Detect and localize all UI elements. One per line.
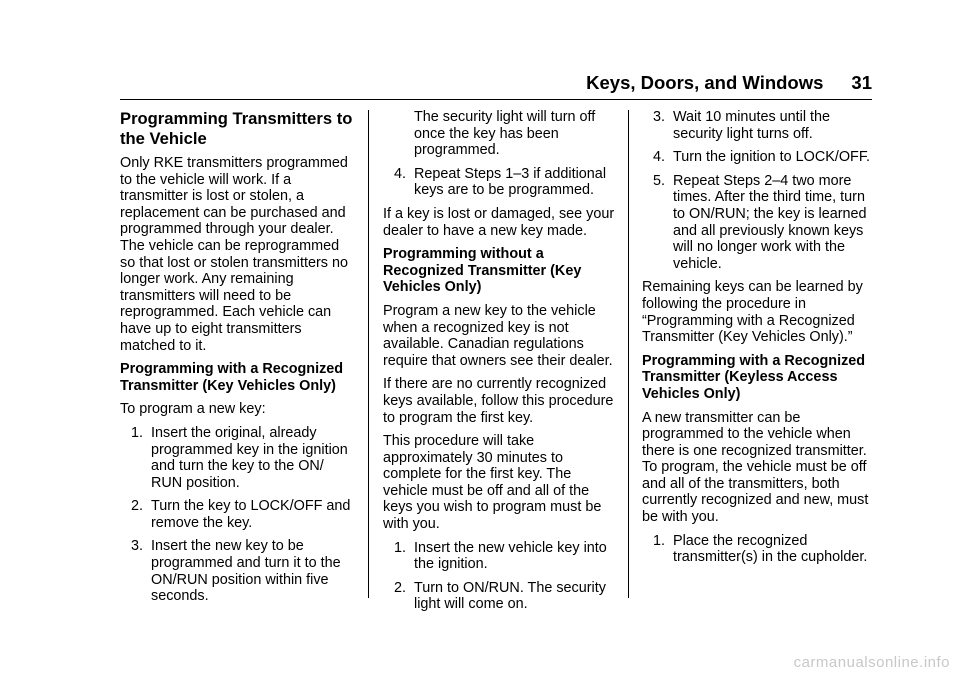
step-text: Wait 10 minutes until the security light turns off. [673,109,831,142]
step-text: Turn to ON/RUN. The security light will come on. [414,579,606,613]
step-number: 3. [130,538,143,555]
page-number: 31 [851,72,872,93]
list-item [383,580,619,613]
column-divider-1 [368,110,369,598]
column-3 [642,109,878,573]
list-item [120,498,356,531]
step-number: 5. [652,172,665,189]
column-2 [383,109,619,620]
step-number: 2. [130,498,143,515]
paragraph: Program a new key to the vehicle when a recognized key is not available. Canadian regulations require that owners see their dealer. [383,302,613,369]
list-item [642,109,878,142]
subheading-keyless-access: Programming with a Recognized Transmitter (Keyless Access Vehicles Only) [642,352,866,402]
header-rule [120,99,872,100]
list-item [120,538,356,604]
paragraph: This procedure will take approximately 30 minutes to complete for the first key. The vehicle must be off and all of the keys you wish to program must be with you. [383,433,602,533]
step-text: Turn the ignition to LOCK/OFF. [673,149,871,166]
step-continuation: The security light will turn off once the key has been programmed. [414,109,596,159]
list-item [120,425,356,491]
subheading-key-recognized: Programming with a Recognized Transmitter (Key Vehicles Only) [120,361,344,394]
intro-paragraph: Only RKE transmitters programmed to the vehicle will work. If a transmitter is lost or stolen, a replacement can be purchased and programmed through your dealer. The vehicle can be reprogrammed so that lost or stolen transmitters no longer work. Any remaining transmitters will need to be reprogrammed. Each vehicle can have up to eight transmitters matched to it. [120,155,348,354]
step-number: 1. [393,539,406,556]
step-text: Place the recognized transmitter(s) in the cupholder. [673,532,868,566]
section-title: Keys, Doors, and Windows [586,72,824,93]
list-item [642,173,878,273]
step-text: Insert the original, already programmed key in the ignition and turn the key to the ON/ RUN position. [151,424,348,491]
list-item [642,149,878,166]
lost-key-paragraph: If a key is lost or damaged, see your dealer to have a new key made. [383,205,615,239]
paragraph: If there are no currently recognized keys available, follow this procedure to program the first key. [383,376,614,426]
lead-text: To program a new key: [120,401,266,418]
page-header [120,70,872,96]
step-number: 1. [130,424,143,441]
watermark: carmanualsonline.info [793,654,950,671]
step-number: 2. [393,579,406,596]
step-text: Turn the key to LOCK/OFF and remove the key. [151,498,351,531]
remaining-keys-paragraph: Remaining keys can be learned by following the procedure in “Programming with a Recognized Transmitter (Key Vehicles Only).” [642,279,863,346]
step-text: Repeat Steps 2–4 two more times. After the third time, turn to ON/RUN; the key is learned and all previously known keys will no longer work with the vehicle. [673,172,867,272]
step-number: 4. [652,149,665,166]
step-number: 3. [652,109,665,125]
step-number: 4. [393,165,406,182]
column-1 [120,109,356,612]
paragraph: A new transmitter can be programmed to the vehicle when there is one recognized transmitter. To program, the vehicle must be off and all of the transmitters, both currently recognized and new, must be with you. [642,409,869,526]
subheading-key-unrecognized: Programming without a Recognized Transmitter (Key Vehicles Only) [383,246,582,296]
list-item [383,540,619,573]
section-heading: Programming Transmitters to the Vehicle [120,109,353,148]
step-text: Insert the new key to be programmed and turn it to the ON/RUN position within five seconds. [151,538,341,605]
list-item [383,166,619,199]
list-item [642,533,878,566]
column-divider-2 [628,110,629,598]
step-text: Repeat Steps 1–3 if additional keys are to be programmed. [414,165,607,199]
step-text: Insert the new vehicle key into the ignition. [414,539,607,573]
step-number: 1. [652,532,665,549]
